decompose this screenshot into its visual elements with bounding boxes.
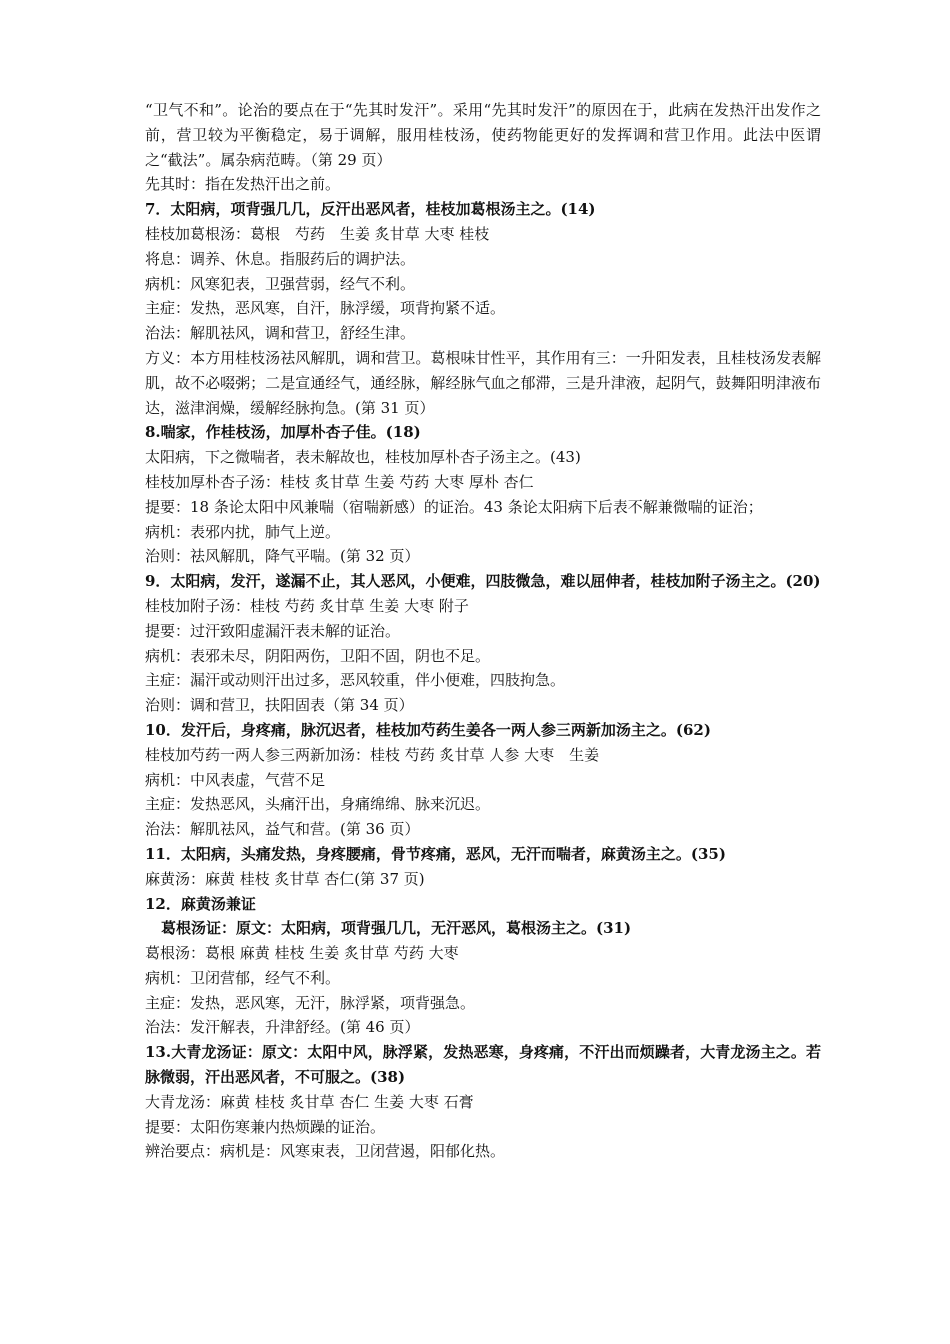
text-line: 提要：18 条论太阳中风兼喘（宿喘新感）的证治。43 条论太阳病下后表不解兼微喘的证治； [145, 497, 763, 516]
text-line: 桂枝加附子汤：桂枝 芍药 炙甘草 生姜 大枣 附子 [145, 596, 469, 615]
text-line: 桂枝加芍药一两人参三两新加汤：桂枝 芍药 炙甘草 人参 大枣 生姜 [145, 745, 600, 764]
text-line: 方义：本方用桂枝汤祛风解肌，调和营卫。葛根味甘性平，其作用有三：一升阳发表，且桂枝汤发表解肌，故不必啜粥；二是宣通经气，通经脉，解经脉气血之郁滞，三是升津液，起阴气，鼓舞阳明津液布达，滋津润燥，缓解经脉拘急。(第 31 页） [145, 348, 821, 417]
section-heading: 11．太阳病，头痛发热，身疼腰痛，骨节疼痛，恶风，无汗而喘者，麻黄汤主之。(35) [145, 844, 726, 863]
text-line: 治法：解肌祛风，益气和营。(第 36 页） [145, 820, 420, 839]
section-heading: 13.大青龙汤证：原文：太阳中风，脉浮紧，发热恶寒，身疼痛，不汗出而烦躁者，大青龙汤主之。若脉微弱，汗出恶风者，不可服之。(38) [145, 1043, 821, 1087]
text-line: 桂枝加厚朴杏子汤：桂枝 炙甘草 生姜 芍药 大枣 厚朴 杏仁 [145, 472, 534, 491]
text-line: 先其时：指在发热汗出之前。 [145, 175, 341, 194]
text-line: 太阳病，下之微喘者，表未解故也，桂枝加厚朴杏子汤主之。(43) [145, 448, 581, 467]
text-line: 将息：调养、休息。指服药后的调护法。 [145, 249, 416, 268]
text-line: 麻黄汤：麻黄 桂枝 炙甘草 杏仁(第 37 页) [145, 869, 425, 888]
text-line: 病机：卫闭营郁，经气不利。 [145, 968, 341, 987]
section-heading: 7．太阳病，项背强几几，反汗出恶风者，桂枝加葛根汤主之。(14) [145, 200, 596, 219]
section-heading: 12．麻黄汤兼证 [145, 894, 256, 913]
text-line: 治则：调和营卫，扶阳固表（第 34 页） [145, 696, 414, 715]
section-heading: 10．发汗后，身疼痛，脉沉迟者，桂枝加芍药生姜各一两人参三两新加汤主之。(62) [145, 720, 711, 739]
text-line: 主症：发热恶风，头痛汗出，身痛绵绵、脉来沉迟。 [145, 795, 491, 814]
text-line: 辨治要点：病机是：风寒束表，卫闭营遏，阳郁化热。 [145, 1142, 506, 1161]
text-line: 病机：表邪未尽，阴阳两伤，卫阳不固，阴也不足。 [145, 646, 491, 665]
text-line: 治则：祛风解肌，降气平喘。(第 32 页） [145, 547, 420, 566]
text-line: 葛根汤：葛根 麻黄 桂枝 生姜 炙甘草 芍药 大枣 [145, 944, 459, 963]
document-page [145, 98, 821, 1164]
text-line: 提要：太阳伤寒兼内热烦躁的证治。 [145, 1117, 386, 1136]
text-line: 治法：解肌祛风，调和营卫，舒经生津。 [145, 324, 416, 343]
text-line: 病机：表邪内扰，肺气上逆。 [145, 522, 341, 541]
text-line: 病机：中风表虚，气营不足 [145, 770, 326, 789]
text-line: 主症：发热，恶风寒，自汗，脉浮缓，项背拘紧不适。 [145, 299, 506, 318]
text-line: 主症：漏汗或动则汗出过多，恶风较重，伴小便难，四肢拘急。 [145, 671, 566, 690]
section-heading: 9．太阳病，发汗，遂漏不止，其人恶风，小便难，四肢微急，难以屈伸者，桂枝加附子汤主之。(20) [145, 572, 821, 591]
section-heading: 8.喘家，作桂枝汤，加厚朴杏子佳。(18) [145, 423, 421, 442]
text-line: “卫气不和”。论治的要点在于“先其时发汗”。采用“先其时发汗”的原因在于，此病在发热汗出发作之前，营卫较为平衡稳定，易于调解，服用桂枝汤，使药物能更好的发挥调和营卫作用。此法中医谓之“截法”。属杂病范畴。（第 29 页） [145, 101, 821, 169]
text-line: 病机：风寒犯表，卫强营弱，经气不利。 [145, 274, 416, 293]
text-line: 大青龙汤：麻黄 桂枝 炙甘草 杏仁 生姜 大枣 石膏 [145, 1092, 474, 1111]
text-line: 提要：过汗致阳虚漏汗表未解的证治。 [145, 621, 401, 640]
text-line: 治法：发汗解表，升津舒经。(第 46 页） [145, 1018, 420, 1037]
text-line: 主症：发热，恶风寒，无汗，脉浮紧，项背强急。 [145, 993, 476, 1012]
text-line: 桂枝加葛根汤：葛根 芍药 生姜 炙甘草 大枣 桂枝 [145, 224, 490, 243]
section-heading: 葛根汤证：原文：太阳病，项背强几几，无汗恶风，葛根汤主之。(31) [161, 919, 632, 938]
